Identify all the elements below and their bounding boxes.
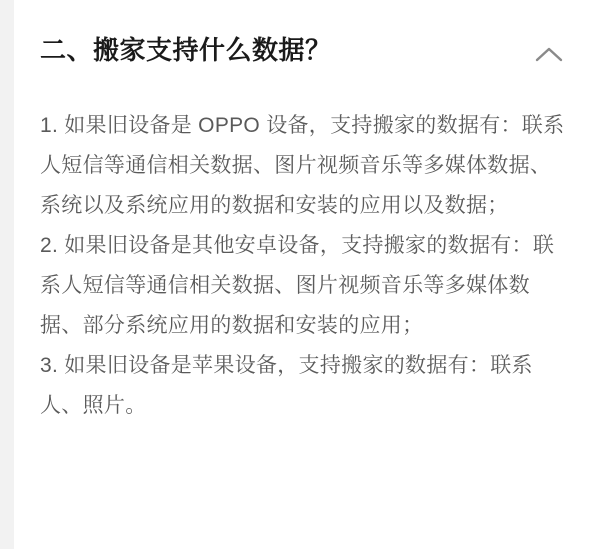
faq-question-title: 二、搬家支持什么数据？ [40,35,332,65]
faq-answer-paragraph: 1. 如果旧设备是 OPPO 设备，支持搬家的数据有：联系人短信等通信相关数据、图片视频音乐等多媒体数据、系统以及系统应用的数据和安装的应用以及数据； [40,114,565,217]
left-edge-strip [0,0,14,549]
faq-answer-body [40,106,566,426]
faq-answer-paragraph: 3. 如果旧设备是苹果设备，支持搬家的数据有：联系人、照片。 [40,354,533,417]
chevron-up-icon[interactable] [532,38,566,72]
faq-answer-paragraph: 2. 如果旧设备是其他安卓设备，支持搬家的数据有：联系人短信等通信相关数据、图片视频音乐等多媒体数据、部分系统应用的数据和安装的应用； [40,234,555,337]
faq-content [14,0,600,549]
faq-header[interactable] [40,24,566,76]
